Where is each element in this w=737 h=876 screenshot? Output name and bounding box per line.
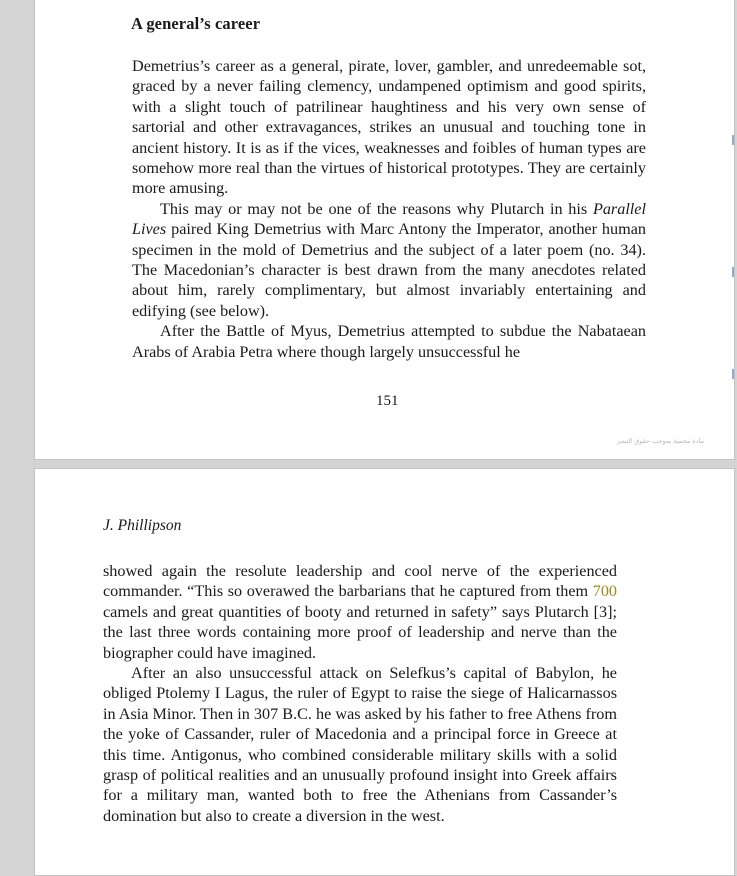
page-body-text [132, 56, 646, 362]
text-run: paired King Demetrius with Marc Antony the Imperator, another human specimen in the mold of Demetrius and the subject of a later poem (no. 34). The Macedonian’s character is best drawn from the many anecdotes related about him, rarely complimentary, but almost invariably entertaining and edifying (see below). [132, 220, 646, 320]
highlighted-number: 700 [592, 582, 617, 601]
page-number: 151 [376, 393, 399, 409]
book-title-italic: Parallel Lives [132, 199, 646, 239]
page-body-text [103, 561, 617, 826]
document-page-151 [34, 0, 735, 460]
paragraph-career-summary: Demetrius’s career as a general, pirate, lover, gambler, and unredeemable sot, graced by a never failing clemency, undampened optimism and good spirits, with a slight touch of patrilinear haughtiness and his very own sense of sartorial and other extravagances, strikes an unusual and touching tone in ancient history. It is as if the vices, weaknesses and foibles of human types are somehow more real than the virtues of historical prototypes. They are certainly more amusing. [132, 57, 646, 198]
paragraph-babylon-athens: After an also unsuccessful attack on Selefkus’s capital of Babylon, he obliged Ptolemy I Lagus, the ruler of Egypt to raise the siege of Halicarnassos in Asia Minor. Then in 307 B.C. he was asked by his father to free Athens from the yoke of Cassander, ruler of Macedonia and a principal force in Greece at this time. Antigonus, who combined considerable military skills with a solid grasp of political realities and an unusually profound insight into Greek affairs for a military man, wanted both to free the Athenians from Cassander’s domination but also to create a diversion in the west. [103, 664, 617, 825]
paragraph-camels-capture [103, 561, 617, 663]
document-page-152 [34, 468, 735, 876]
text-run: camels and great quantities of booty and returned in safety” says Plutarch [3]; the last three words containing more proof of leadership and nerve than the biographer could have imagined. [103, 602, 617, 662]
copyright-watermark: مادة محمية بموجب حقوق النشر [617, 437, 705, 445]
section-heading: A general’s career [131, 14, 261, 33]
text-run: showed again the resolute leadership and cool nerve of the experienced commander. “This so overawed the barbarians that he captured from them [103, 562, 617, 601]
edge-marker [732, 135, 734, 145]
text-run: This may or may not be one of the reasons why Plutarch in his [160, 199, 593, 218]
paragraph-plutarch-lives [132, 199, 646, 321]
edge-marker [732, 369, 734, 379]
edge-marker [732, 267, 734, 277]
running-head-author: J. Phillipson [103, 517, 182, 534]
paragraph-battle-of-myus: After the Battle of Myus, Demetrius attempted to subdue the Nabataean Arabs of Arabia Petra where though largely unsuccessful he [132, 322, 646, 361]
